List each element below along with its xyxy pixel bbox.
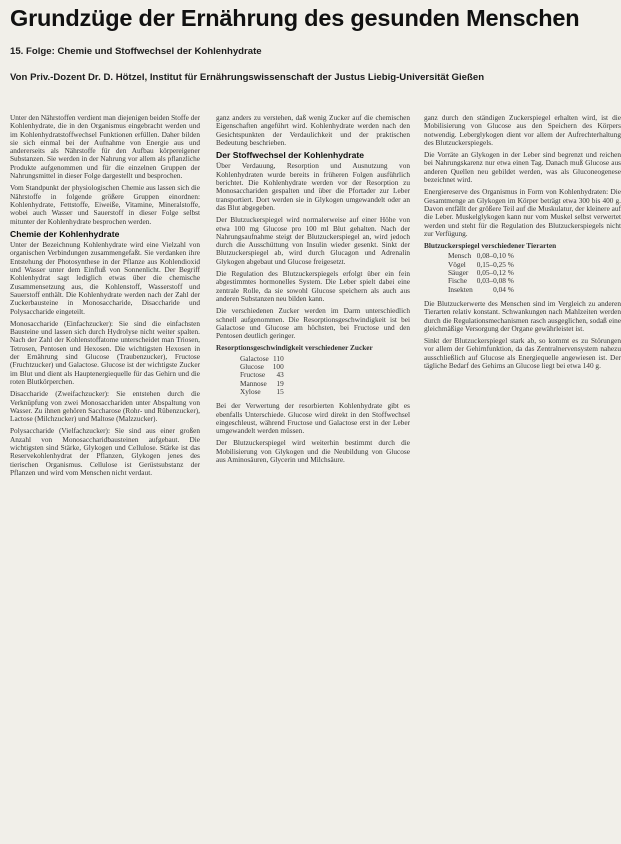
blood-sugar-table <box>448 252 518 293</box>
table-cell-value: 0,08–0,10 % <box>476 251 514 261</box>
table-cell-label: Vögel <box>448 259 466 269</box>
table-cell-label: Galactose <box>240 353 269 363</box>
table-cell-label: Fructose <box>240 370 266 380</box>
table-cell-value: 19 <box>276 378 284 388</box>
article-subtitle: 15. Folge: Chemie und Stoffwechsel der Kohlenhydrate <box>10 46 262 57</box>
paragraph: Polysaccharide (Vielfachzucker): Sie sind aus einer großen Anzahl von Monosaccharidbausteinen aufgebaut. Die wichtigsten sind Stärke, Glykogen und Cellulose. Stärke ist das Reservekohlenhydrat der Pflanzen, Glykogen jenes des tierischen Organismus. Cellulose ist Gerüstsubstanz der Pflanzen und wird vom Menschen nicht verdaut. <box>10 426 200 477</box>
table-cell-label: Xylose <box>240 386 261 396</box>
paragraph: Über Verdauung, Resorption und Ausnutzung von Kohlenhydraten wurde bereits in früheren Folgen ausführlich berichtet. Die Kohlenhydrate werden vor der Resorption zu Monosacchariden gespalten und über die Pfortader zur Leber transportiert. Dort werden sie in Glykogen umgewandelt oder an das Blut abgegeben. <box>216 161 410 212</box>
paragraph: Die Blutzuckerwerte des Menschen sind im Vergleich zu anderen Tierarten relativ konstant. Schwankungen nach Mahlzeiten werden durch die Regulationsmechanismen rasch ausgeglichen, sodaß eine gleichmäßige Versorgung der Organe gewährleistet ist. <box>424 298 621 333</box>
paragraph: ganz anders zu verstehen, daß wenig Zucker auf die chemischen Eigenschaften angeführt wird. Kohlenhydrate werden nach den Gesichtspunkten der Verdaulichkeit und der praktischen Bedeutung beschrieben. <box>216 114 410 147</box>
paragraph: Die Vorräte an Glykogen in der Leber sind begrenzt und reichen bei Nahrungskarenz nur etwa einen Tag. Danach muß Glucose aus anderen Quellen neu gebildet werden, was als Gluconeogenese bezeichnet wird. <box>424 150 621 185</box>
table-cell-label: Glucose <box>240 362 264 372</box>
paragraph: Die Regulation des Blutzuckerspiegels erfolgt über ein fein abgestimmtes hormonelles System. Die Leber spielt dabei eine zentrale Rolle, da sie sowohl Glucose speichern als auch aus anderen Substanzen neu bilden kann. <box>216 269 410 303</box>
table-row <box>240 388 288 396</box>
table-cell-value: 0,04 % <box>493 284 514 294</box>
table-row <box>448 286 518 294</box>
column-3 <box>424 114 621 840</box>
table-caption: Blutzuckerspiegel verschiedener Tierarten <box>424 241 557 251</box>
paragraph: Energiereserve des Organismus in Form von Kohlenhydraten: Die Gesamtmenge an Glykogen im Körper beträgt etwa 300 bis 400 g. Davon entfällt der größere Teil auf die Muskulatur, der kleinere auf die Leber. Muskelglykogen kann nur vom Muskel selbst verwertet werden und steht für die Regulation des Blutzuckerspiegels nicht zur Verfügung. <box>424 187 621 238</box>
table-cell-label: Fische <box>448 276 468 286</box>
article-byline: Von Priv.-Dozent Dr. D. Hötzel, Institut für Ernährungswissenschaft der Justus Liebig-Universität Gießen <box>10 72 485 83</box>
table-caption: Resorptionsgeschwindigkeit verschiedener Zucker <box>216 343 373 353</box>
paragraph: Der Blutzuckerspiegel wird normalerweise auf einer Höhe von etwa 100 mg Glucose pro 100 ml Blut gehalten. Nach der Nahrungsaufnahme steigt der Blutzuckerspiegel an, wird jedoch durch die Ausschüttung von Insulin wieder gesenkt. Sinkt der Blutzuckerspiegel ab, wird durch Glucagon und Adrenalin Glykogen abgebaut und Glucose freigesetzt. <box>216 215 410 266</box>
paragraph: Die verschiedenen Zucker werden im Darm unterschiedlich schnell aufgenommen. Die Resorptionsgeschwindigkeit ist bei Galactose und Glucose am höchsten, bei Fructose und den Pentosen deutlich geringer. <box>216 306 410 341</box>
table-cell-label: Insekten <box>448 284 473 294</box>
table-cell-value: 100 <box>272 362 284 372</box>
section-heading: Chemie der Kohlenhydrate <box>10 228 120 239</box>
paragraph: Disaccharide (Zweifachzucker): Sie entstehen durch die Verknüpfung von zwei Monosacchariden unter Abspaltung von Wasser. Zu ihnen gehören Saccharose (Rohr- und Rübenzucker), Lactose (Milchzucker) und Maltose (Malzzucker). <box>10 389 200 424</box>
table-cell-label: Mensch <box>448 251 472 261</box>
paragraph: Bei der Verwertung der resorbierten Kohlenhydrate gibt es ebenfalls Unterschiede. Glucose wird direkt in den Stoffwechsel eingeschleust, während Fructose und Galactose erst in der Leber umgewandelt werden müssen. <box>216 401 410 436</box>
table-cell-value: 0,15–0,25 % <box>476 259 514 269</box>
table-cell-value: 15 <box>276 386 284 396</box>
paragraph: Sinkt der Blutzuckerspiegel stark ab, so kommt es zu Störungen vor allem der Gehirnfunktion, da das Zentralnervensystem nahezu ausschließlich auf Glucose als Energiequelle angewiesen ist. Der tägliche Bedarf des Gehirns an Glucose liegt bei etwa 140 g. <box>424 336 621 371</box>
table-cell-label: Säuger <box>448 268 469 278</box>
paragraph: Unter der Bezeichnung Kohlenhydrate wird eine Vielzahl von organischen Verbindungen zusammengefaßt. Sie verdanken ihre Entstehung der Photosynthese in der Pflanze aus Kohlendioxid und Wasser unter dem Einfluß von Sonnenlicht. Der Begriff Kohlenhydrat sagt lediglich etwas über die chemische Zusammensetzung aus, die Kohlenstoff, Wasserstoff und Sauerstoff enthält. Die Kohlenhydrate werden nach der Zahl der Zuckerbausteine in Monosaccharide, Disaccharide und Polysaccharide eingeteilt. <box>10 240 200 316</box>
paragraph: Monosaccharide (Einfachzucker): Sie sind die einfachsten Bausteine und lassen sich durch Hydrolyse nicht weiter spalten. Nach der Zahl der Kohlenstoffatome unterscheidet man Triosen, Tetrosen, Pentosen und Hexosen. Die wichtigsten Hexosen in der Ernährung sind Glucose (Traubenzucker), Fructose (Fruchtzucker) und Galactose. Glucose ist der wichtigste Zucker im Blut und dient als Hauptenergiequelle für das Gehirn und die roten Blutkörperchen. <box>10 318 200 386</box>
table-cell-label: Mannose <box>240 378 267 388</box>
column-2 <box>216 114 410 840</box>
table-cell-value: 110 <box>273 353 284 363</box>
article-title: Grundzüge der Ernährung des gesunden Menschen <box>10 5 580 31</box>
table-cell-value: 0,03–0,08 % <box>476 276 514 286</box>
paragraph: Vom Standpunkt der physiologischen Chemie aus lassen sich die Nährstoffe in folgende größere Gruppen einordnen: Kohlenhydrate, Fettstoffe, Eiweiße, Vitamine, Mineralstoffe, wobei auch Wasser und Sauerstoff in dieser Folge selbst mitunter der Kohlenhydrate besprochen werden. <box>10 183 200 226</box>
paragraph: Unter den Nährstoffen verdient man diejenigen beiden Stoffe der Kohlenhydrate, die in den Organismus eingebracht werden und im Kohlenhydratstoffwechsel Funktionen erfüllen. Daher bilden sie sich einmal bei der Aufnahme von Energie aus und andererseits als Nährstoffe für den Aufbau körpereigener Substanzen. Sie werden in der Nahrung vor allem als pflanzliche Produkte aufgenommen und für die einzelnen Gruppen der Nahrungsmittel in dieser Folge dargestellt und besprochen. <box>10 114 200 181</box>
section-heading: Der Stoffwechsel der Kohlenhydrate <box>216 150 365 161</box>
paragraph: Der Blutzuckerspiegel wird weiterhin bestimmt durch die Mobilisierung von Glykogen und die Neubildung von Glucose aus Aminosäuren, Glycerin und Milchsäure. <box>216 438 410 464</box>
table-cell-value: 43 <box>276 370 284 380</box>
sugar-table <box>240 355 288 396</box>
paragraph: ganz durch den ständigen Zuckerspiegel erhalten wird, ist die Mobilisierung von Glucose aus den Speichern des Körpers notwendig. Leberglykogen dient vor allem der Aufrechterhaltung des Blutzuckerspiegels. <box>424 114 621 147</box>
table-cell-value: 0,05–0,12 % <box>476 268 514 278</box>
column-1 <box>10 114 200 840</box>
